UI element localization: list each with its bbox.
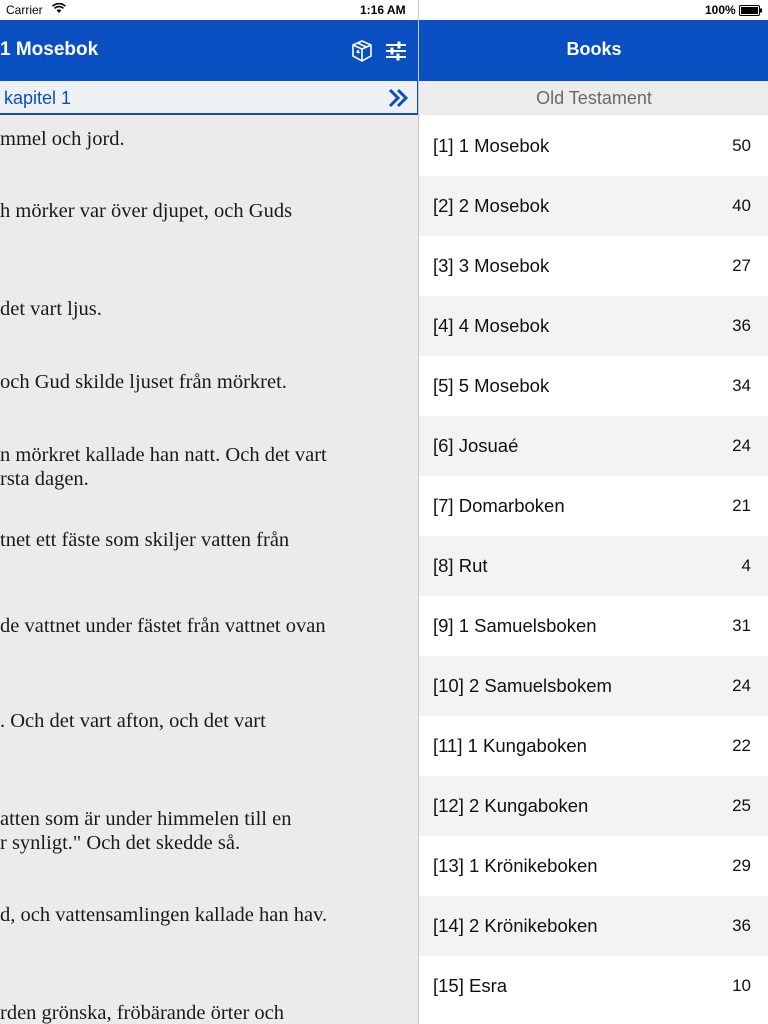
scripture-text bbox=[0, 117, 418, 1024]
book-row[interactable] bbox=[419, 236, 768, 296]
verse-paragraph bbox=[0, 614, 418, 638]
book-name: [8] Rut bbox=[433, 555, 488, 576]
book-name: [14] 2 Krönikeboken bbox=[433, 915, 598, 936]
book-name: [5] 5 Mosebok bbox=[433, 375, 550, 396]
verse-line: och Gud skilde ljuset från mörkret. bbox=[0, 371, 287, 393]
book-name: [15] Esra bbox=[433, 975, 508, 996]
book-row[interactable] bbox=[419, 776, 768, 836]
verse-paragraph bbox=[0, 1001, 418, 1024]
book-row[interactable] bbox=[419, 896, 768, 956]
verse-paragraph bbox=[0, 297, 418, 321]
verse-line: tnet ett fäste som skiljer vatten från bbox=[0, 529, 290, 551]
book-row[interactable] bbox=[419, 596, 768, 656]
status-time: 1:16 AM bbox=[360, 3, 406, 17]
book-chapter-count: 36 bbox=[732, 316, 751, 335]
book-chapter-count: 40 bbox=[732, 196, 751, 215]
verse-line: atten som är under himmelen till en bbox=[0, 808, 292, 830]
sliders-icon[interactable] bbox=[383, 38, 409, 64]
current-book-title[interactable]: 1 Mosebok bbox=[0, 39, 99, 60]
verse-line: de vattnet under fästet från vattnet ovan bbox=[0, 615, 326, 637]
book-row[interactable] bbox=[419, 296, 768, 356]
verse-line: . Och det vart afton, och det vart bbox=[0, 710, 266, 732]
status-bar-right bbox=[419, 0, 768, 20]
book-list bbox=[419, 116, 768, 1016]
verse-paragraph bbox=[0, 127, 418, 151]
book-row[interactable] bbox=[419, 356, 768, 416]
book-row[interactable] bbox=[419, 716, 768, 776]
book-row[interactable] bbox=[419, 416, 768, 476]
book-row[interactable] bbox=[419, 656, 768, 716]
verse-paragraph bbox=[0, 443, 418, 491]
book-name: [6] Josuaé bbox=[433, 435, 519, 456]
book-chapter-count: 31 bbox=[732, 616, 751, 635]
book-name: [11] 1 Kungaboken bbox=[433, 735, 587, 756]
book-chapter-count: 50 bbox=[732, 136, 751, 155]
book-row[interactable] bbox=[419, 536, 768, 596]
verse-line: mmel och jord. bbox=[0, 128, 125, 150]
book-chapter-count: 10 bbox=[732, 976, 751, 995]
wifi-icon bbox=[52, 3, 66, 17]
book-name: [1] 1 Mosebok bbox=[433, 135, 550, 156]
books-panel-title: Books bbox=[566, 39, 622, 59]
book-chapter-count: 36 bbox=[732, 916, 751, 935]
book-name: [9] 1 Samuelsboken bbox=[433, 615, 597, 636]
verse-paragraph bbox=[0, 903, 418, 927]
verse-paragraph bbox=[0, 807, 418, 855]
book-chapter-count: 4 bbox=[741, 556, 751, 575]
book-name: [13] 1 Krönikeboken bbox=[433, 855, 598, 876]
book-name: [2] 2 Mosebok bbox=[433, 195, 550, 216]
verse-line: n mörkret kallade han natt. Och det vart bbox=[0, 444, 327, 466]
verse-paragraph bbox=[0, 370, 418, 394]
book-name: [10] 2 Samuelsbokem bbox=[433, 675, 612, 696]
book-row[interactable] bbox=[419, 956, 768, 1016]
book-name: [4] 4 Mosebok bbox=[433, 315, 550, 336]
verse-line: det vart ljus. bbox=[0, 298, 102, 320]
book-chapter-count: 27 bbox=[732, 256, 751, 275]
book-chapter-count: 25 bbox=[732, 796, 751, 815]
book-row[interactable] bbox=[419, 176, 768, 236]
book-chapter-count: 24 bbox=[732, 676, 751, 695]
verse-paragraph bbox=[0, 199, 418, 223]
carrier-label: Carrier bbox=[6, 3, 43, 17]
book-name: [12] 2 Kungaboken bbox=[433, 795, 589, 816]
section-header-old-testament: Old Testament bbox=[419, 81, 768, 115]
book-row[interactable] bbox=[419, 116, 768, 176]
book-name: [3] 3 Mosebok bbox=[433, 255, 550, 276]
gift-box-icon[interactable] bbox=[349, 38, 375, 64]
book-name: [7] Domarboken bbox=[433, 495, 565, 516]
double-chevron-right-icon[interactable] bbox=[386, 85, 410, 111]
book-row[interactable] bbox=[419, 836, 768, 896]
verse-paragraph bbox=[0, 528, 418, 552]
verse-line: rden grönska, fröbärande örter och bbox=[0, 1002, 285, 1024]
verse-line: h mörker var över djupet, och Guds bbox=[0, 200, 293, 222]
verse-line: rsta dagen. bbox=[0, 468, 89, 490]
books-navbar bbox=[419, 20, 768, 81]
book-chapter-count: 24 bbox=[732, 436, 751, 455]
reader-navbar bbox=[0, 20, 418, 81]
battery-icon bbox=[739, 5, 763, 16]
chapter-selector[interactable] bbox=[0, 81, 418, 115]
book-chapter-count: 21 bbox=[732, 496, 751, 515]
verse-line: d, och vattensamlingen kallade han hav. bbox=[0, 904, 328, 926]
book-row[interactable] bbox=[419, 476, 768, 536]
book-chapter-count: 34 bbox=[732, 376, 751, 395]
verse-line: r synligt." Och det skedde så. bbox=[0, 832, 241, 854]
book-chapter-count: 22 bbox=[732, 736, 751, 755]
status-bar-left bbox=[0, 0, 418, 20]
chapter-label[interactable]: kapitel 1 bbox=[4, 88, 72, 108]
books-panel bbox=[418, 0, 768, 1024]
book-chapter-count: 29 bbox=[732, 856, 751, 875]
verse-paragraph bbox=[0, 709, 418, 733]
battery-percentage: 100% bbox=[705, 3, 736, 17]
